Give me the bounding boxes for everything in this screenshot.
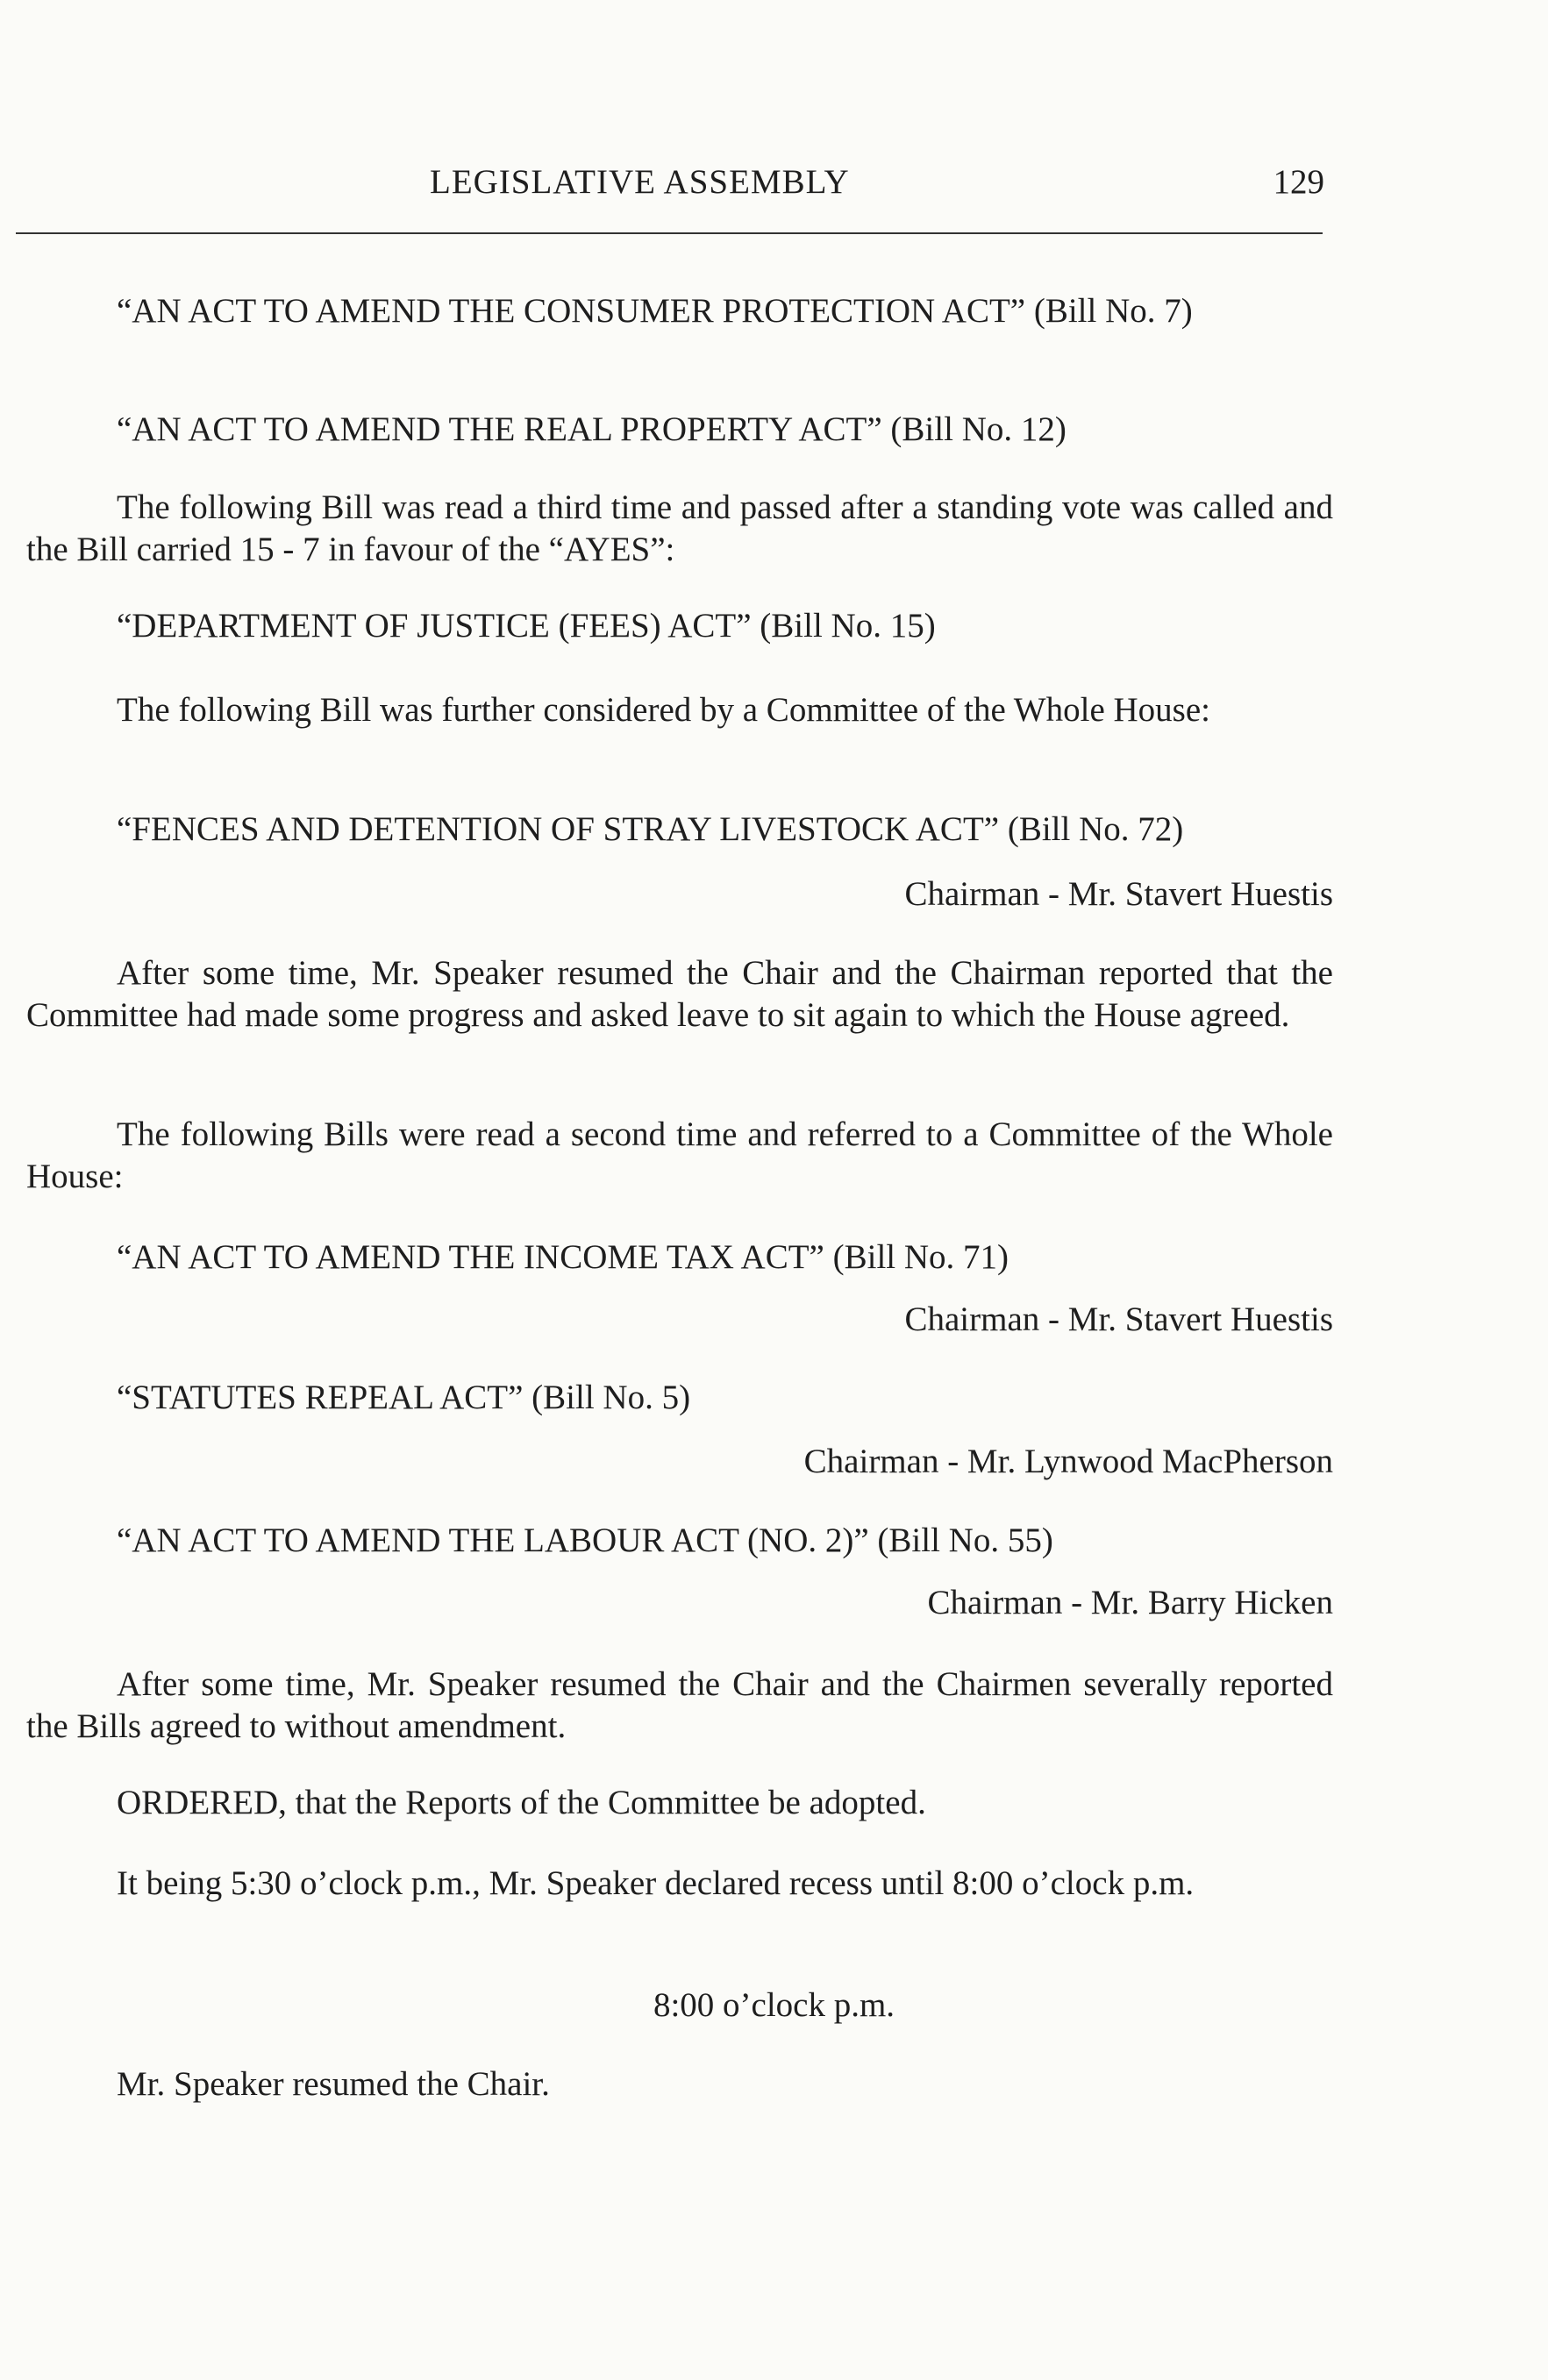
ordered-paragraph: ORDERED, that the Reports of the Committee be adopted. xyxy=(117,1784,926,1821)
bill-72-chairman: Chairman - Mr. Stavert Huestis xyxy=(904,875,1333,913)
third-reading-paragraph: The following Bill was read a third time and passed after a standing vote was called and the Bill carried 15 - 7 in favour of the “AYES”: xyxy=(26,488,1333,568)
resumed-paragraph: Mr. Speaker resumed the Chair. xyxy=(117,2065,550,2103)
bill-55-chairman: Chairman - Mr. Barry Hicken xyxy=(927,1584,1333,1621)
bill-55-title: “AN ACT TO AMEND THE LABOUR ACT (NO. 2)” (Bill No. 55) xyxy=(117,1521,1053,1559)
committee-paragraph: The following Bill was further considered by a Committee of the Whole House: xyxy=(117,691,1210,729)
bill-12-title: “AN ACT TO AMEND THE REAL PROPERTY ACT” (Bill No. 12) xyxy=(117,410,1066,448)
recess-paragraph: It being 5:30 o’clock p.m., Mr. Speaker declared recess until 8:00 o’clock p.m. xyxy=(117,1864,1195,1902)
second-reading-paragraph: The following Bills were read a second time and referred to a Committee of the Whole House: xyxy=(26,1115,1333,1195)
reported-paragraph: After some time, Mr. Speaker resumed the Chair and the Chairmen severally reported the Bills agreed to without amendment. xyxy=(26,1665,1333,1745)
bill-5-title: “STATUTES REPEAL ACT” (Bill No. 5) xyxy=(117,1379,691,1416)
time-heading: 8:00 o’clock p.m. xyxy=(653,1986,895,2024)
progress-paragraph: After some time, Mr. Speaker resumed the Chair and the Chairman reported that the Committee had made some progress and asked leave to sit again to which the House agreed. xyxy=(26,954,1333,1034)
bill-7-title: “AN ACT TO AMEND THE CONSUMER PROTECTION ACT” (Bill No. 7) xyxy=(117,292,1193,330)
bill-71-title: “AN ACT TO AMEND THE INCOME TAX ACT” (Bill No. 71) xyxy=(117,1238,1009,1276)
header-rule xyxy=(16,232,1323,234)
page-number: 129 xyxy=(1273,163,1324,201)
bill-71-chairman: Chairman - Mr. Stavert Huestis xyxy=(904,1300,1333,1338)
bill-5-chairman: Chairman - Mr. Lynwood MacPherson xyxy=(803,1443,1333,1480)
page-header xyxy=(0,162,1548,215)
header-title: LEGISLATIVE ASSEMBLY xyxy=(430,163,850,201)
bill-72-title: “FENCES AND DETENTION OF STRAY LIVESTOCK ACT” (Bill No. 72) xyxy=(117,810,1184,848)
bill-15-title: “DEPARTMENT OF JUSTICE (FEES) ACT” (Bill No. 15) xyxy=(117,607,936,645)
